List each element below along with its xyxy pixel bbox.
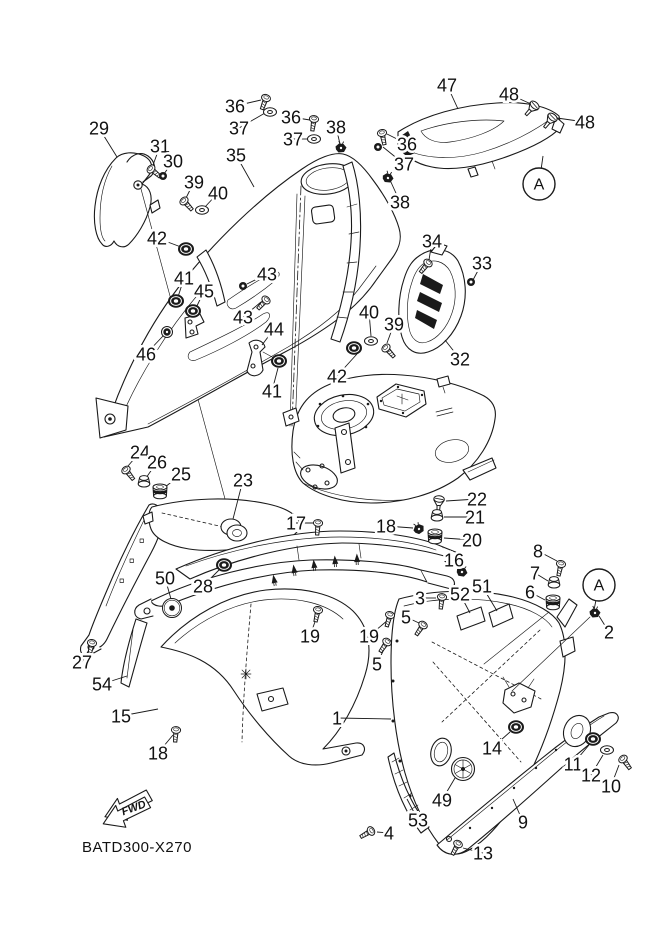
callout-9: 9: [517, 812, 529, 833]
fastener-grommet: [185, 304, 201, 318]
fastener-cup: [153, 484, 167, 499]
fastener-grommet: [346, 341, 362, 355]
callout-37: 37: [393, 154, 415, 175]
fastener-washer: [308, 135, 321, 143]
callout-10: 10: [600, 776, 622, 797]
callout-12: 12: [580, 765, 602, 786]
fastener-nut: [239, 282, 247, 290]
fastener-disc: [163, 599, 182, 618]
callout-41: 41: [261, 381, 283, 402]
callout-43: 43: [232, 307, 254, 328]
callout-3: 3: [414, 588, 426, 609]
callout-40: 40: [207, 183, 229, 204]
callout-33: 33: [471, 253, 493, 274]
callout-38: 38: [389, 192, 411, 213]
callout-19: 19: [299, 626, 321, 647]
callout-15: 15: [110, 706, 132, 727]
callout-47: 47: [436, 75, 458, 96]
fastener-grommet: [271, 354, 287, 368]
callout-39: 39: [183, 172, 205, 193]
callout-20: 20: [461, 530, 483, 551]
callout-27: 27: [71, 652, 93, 673]
callout-36: 36: [396, 134, 418, 155]
fastener-grommet: [585, 732, 601, 746]
callout-34: 34: [421, 231, 443, 252]
callout-2: 2: [603, 622, 615, 643]
fastener-nutlg: [162, 327, 173, 338]
callout-48: 48: [574, 112, 596, 133]
callout-45: 45: [193, 281, 215, 302]
callout-25: 25: [170, 464, 192, 485]
callout-49: 49: [431, 790, 453, 811]
callout-50: 50: [154, 568, 176, 589]
callout-36: 36: [224, 96, 246, 117]
callout-36: 36: [280, 107, 302, 128]
callout-29: 29: [88, 118, 110, 139]
fwd-label: FWD: [120, 798, 148, 819]
fastener-washer: [196, 206, 209, 214]
callout-52: 52: [449, 584, 471, 605]
callout-40: 40: [358, 302, 380, 323]
callout-48: 48: [498, 84, 520, 105]
callout-13: 13: [472, 843, 494, 864]
callout-5: 5: [400, 607, 412, 628]
callout-53: 53: [407, 810, 429, 831]
ref-letter-A: A: [593, 577, 605, 595]
callout-8: 8: [532, 541, 544, 562]
callout-23: 23: [232, 470, 254, 491]
fastener-nut: [374, 143, 382, 151]
fastener-grommet: [168, 294, 184, 308]
callout-38: 38: [325, 117, 347, 138]
ref-letter-A: A: [533, 176, 545, 194]
callout-18: 18: [147, 743, 169, 764]
callout-37: 37: [228, 118, 250, 139]
part-emblem-49: [452, 758, 475, 781]
callout-14: 14: [481, 738, 503, 759]
fastener-washer: [601, 746, 614, 754]
callout-26: 26: [146, 452, 168, 473]
callout-43: 43: [256, 264, 278, 285]
callout-44: 44: [263, 319, 285, 340]
fastener-grommet: [508, 720, 524, 734]
fastener-grommet: [178, 242, 194, 256]
fastener-washer: [264, 108, 277, 116]
callout-31: 31: [149, 136, 171, 157]
callout-4: 4: [383, 823, 395, 844]
callout-41: 41: [173, 268, 195, 289]
callout-16: 16: [443, 550, 465, 571]
callout-54: 54: [91, 674, 113, 695]
callout-11: 11: [563, 754, 583, 775]
callout-6: 6: [524, 582, 536, 603]
fastener-cup: [546, 595, 560, 610]
callout-28: 28: [192, 576, 214, 597]
callout-37: 37: [282, 129, 304, 150]
fastener-cup: [428, 529, 442, 544]
callout-21: 21: [464, 507, 486, 528]
callout-17: 17: [285, 513, 307, 534]
callout-19: 19: [358, 626, 380, 647]
drawing-code: BATD300-X270: [82, 839, 192, 856]
callout-18: 18: [375, 516, 397, 537]
callout-42: 42: [146, 228, 168, 249]
callout-1: 1: [331, 708, 343, 729]
callout-32: 32: [449, 349, 471, 370]
callout-5: 5: [371, 654, 383, 675]
fastener-grommet: [216, 558, 232, 572]
callout-7: 7: [529, 563, 541, 584]
callout-42: 42: [326, 366, 348, 387]
callout-24: 24: [129, 442, 151, 463]
callout-30: 30: [162, 151, 184, 172]
callout-39: 39: [383, 314, 405, 335]
callout-51: 51: [471, 576, 493, 597]
fastener-nut: [467, 278, 475, 286]
callout-22: 22: [466, 489, 488, 510]
callout-35: 35: [225, 145, 247, 166]
fastener-nut: [159, 172, 167, 180]
callout-46: 46: [135, 344, 157, 365]
fastener-washer: [365, 337, 378, 345]
